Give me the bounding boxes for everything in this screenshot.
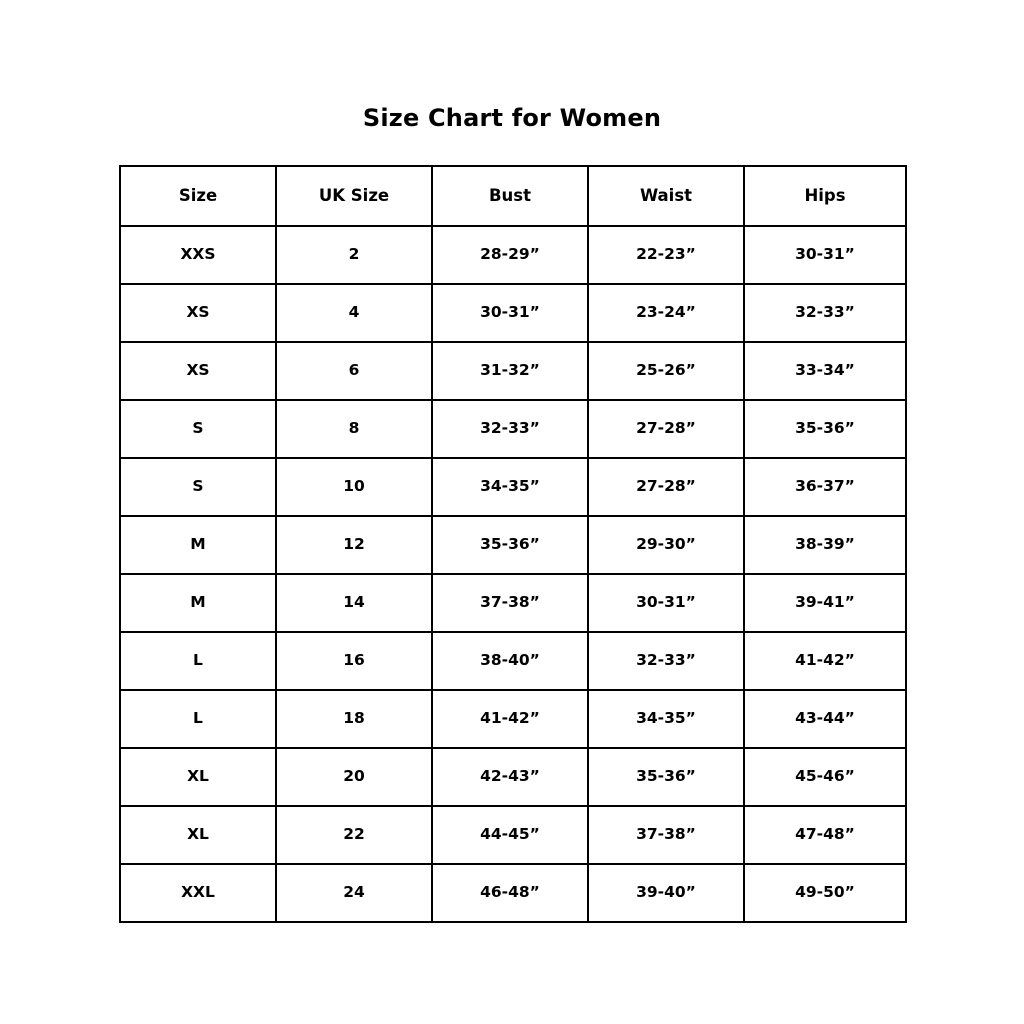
page-title: Size Chart for Women — [362, 104, 662, 132]
cell-size: S — [120, 400, 276, 458]
cell-hips: 47-48” — [744, 806, 906, 864]
table-row — [120, 226, 906, 284]
table-row — [120, 400, 906, 458]
cell-waist: 22-23” — [588, 226, 744, 284]
column-header-waist: Waist — [588, 166, 744, 226]
table-row — [120, 284, 906, 342]
cell-waist: 32-33” — [588, 632, 744, 690]
cell-uk-size: 10 — [276, 458, 432, 516]
cell-bust: 31-32” — [432, 342, 588, 400]
cell-bust: 34-35” — [432, 458, 588, 516]
cell-uk-size: 2 — [276, 226, 432, 284]
table-row — [120, 516, 906, 574]
cell-waist: 23-24” — [588, 284, 744, 342]
table-row — [120, 458, 906, 516]
table-row — [120, 342, 906, 400]
cell-uk-size: 12 — [276, 516, 432, 574]
cell-hips: 32-33” — [744, 284, 906, 342]
table-row — [120, 574, 906, 632]
cell-waist: 34-35” — [588, 690, 744, 748]
table-row — [120, 748, 906, 806]
cell-hips: 33-34” — [744, 342, 906, 400]
table-row — [120, 806, 906, 864]
cell-hips: 35-36” — [744, 400, 906, 458]
cell-waist: 39-40” — [588, 864, 744, 922]
cell-bust: 35-36” — [432, 516, 588, 574]
column-header-bust: Bust — [432, 166, 588, 226]
cell-size: M — [120, 516, 276, 574]
cell-uk-size: 20 — [276, 748, 432, 806]
cell-bust: 38-40” — [432, 632, 588, 690]
cell-size: S — [120, 458, 276, 516]
column-header-size: Size — [120, 166, 276, 226]
cell-bust: 46-48” — [432, 864, 588, 922]
cell-uk-size: 24 — [276, 864, 432, 922]
cell-size: L — [120, 632, 276, 690]
cell-size: L — [120, 690, 276, 748]
cell-hips: 49-50” — [744, 864, 906, 922]
cell-uk-size: 4 — [276, 284, 432, 342]
cell-bust: 32-33” — [432, 400, 588, 458]
cell-hips: 38-39” — [744, 516, 906, 574]
cell-size: XS — [120, 342, 276, 400]
column-header-hips: Hips — [744, 166, 906, 226]
cell-size: M — [120, 574, 276, 632]
table-header-row — [120, 166, 906, 226]
cell-uk-size: 6 — [276, 342, 432, 400]
cell-bust: 37-38” — [432, 574, 588, 632]
cell-hips: 43-44” — [744, 690, 906, 748]
cell-waist: 35-36” — [588, 748, 744, 806]
cell-size: XL — [120, 748, 276, 806]
cell-size: XL — [120, 806, 276, 864]
table-row — [120, 690, 906, 748]
cell-waist: 29-30” — [588, 516, 744, 574]
cell-hips: 45-46” — [744, 748, 906, 806]
cell-bust: 42-43” — [432, 748, 588, 806]
cell-uk-size: 8 — [276, 400, 432, 458]
cell-size: XXS — [120, 226, 276, 284]
cell-size: XXL — [120, 864, 276, 922]
cell-waist: 25-26” — [588, 342, 744, 400]
cell-waist: 37-38” — [588, 806, 744, 864]
cell-bust: 28-29” — [432, 226, 588, 284]
cell-bust: 30-31” — [432, 284, 588, 342]
cell-hips: 30-31” — [744, 226, 906, 284]
size-chart-table-container — [119, 165, 905, 923]
cell-size: XS — [120, 284, 276, 342]
cell-uk-size: 22 — [276, 806, 432, 864]
table-row — [120, 632, 906, 690]
cell-waist: 27-28” — [588, 400, 744, 458]
cell-waist: 27-28” — [588, 458, 744, 516]
size-chart-table — [119, 165, 907, 923]
cell-hips: 41-42” — [744, 632, 906, 690]
cell-hips: 39-41” — [744, 574, 906, 632]
cell-hips: 36-37” — [744, 458, 906, 516]
table-row — [120, 864, 906, 922]
cell-bust: 41-42” — [432, 690, 588, 748]
cell-uk-size: 16 — [276, 632, 432, 690]
cell-uk-size: 18 — [276, 690, 432, 748]
cell-bust: 44-45” — [432, 806, 588, 864]
cell-uk-size: 14 — [276, 574, 432, 632]
cell-waist: 30-31” — [588, 574, 744, 632]
column-header-uk-size: UK Size — [276, 166, 432, 226]
